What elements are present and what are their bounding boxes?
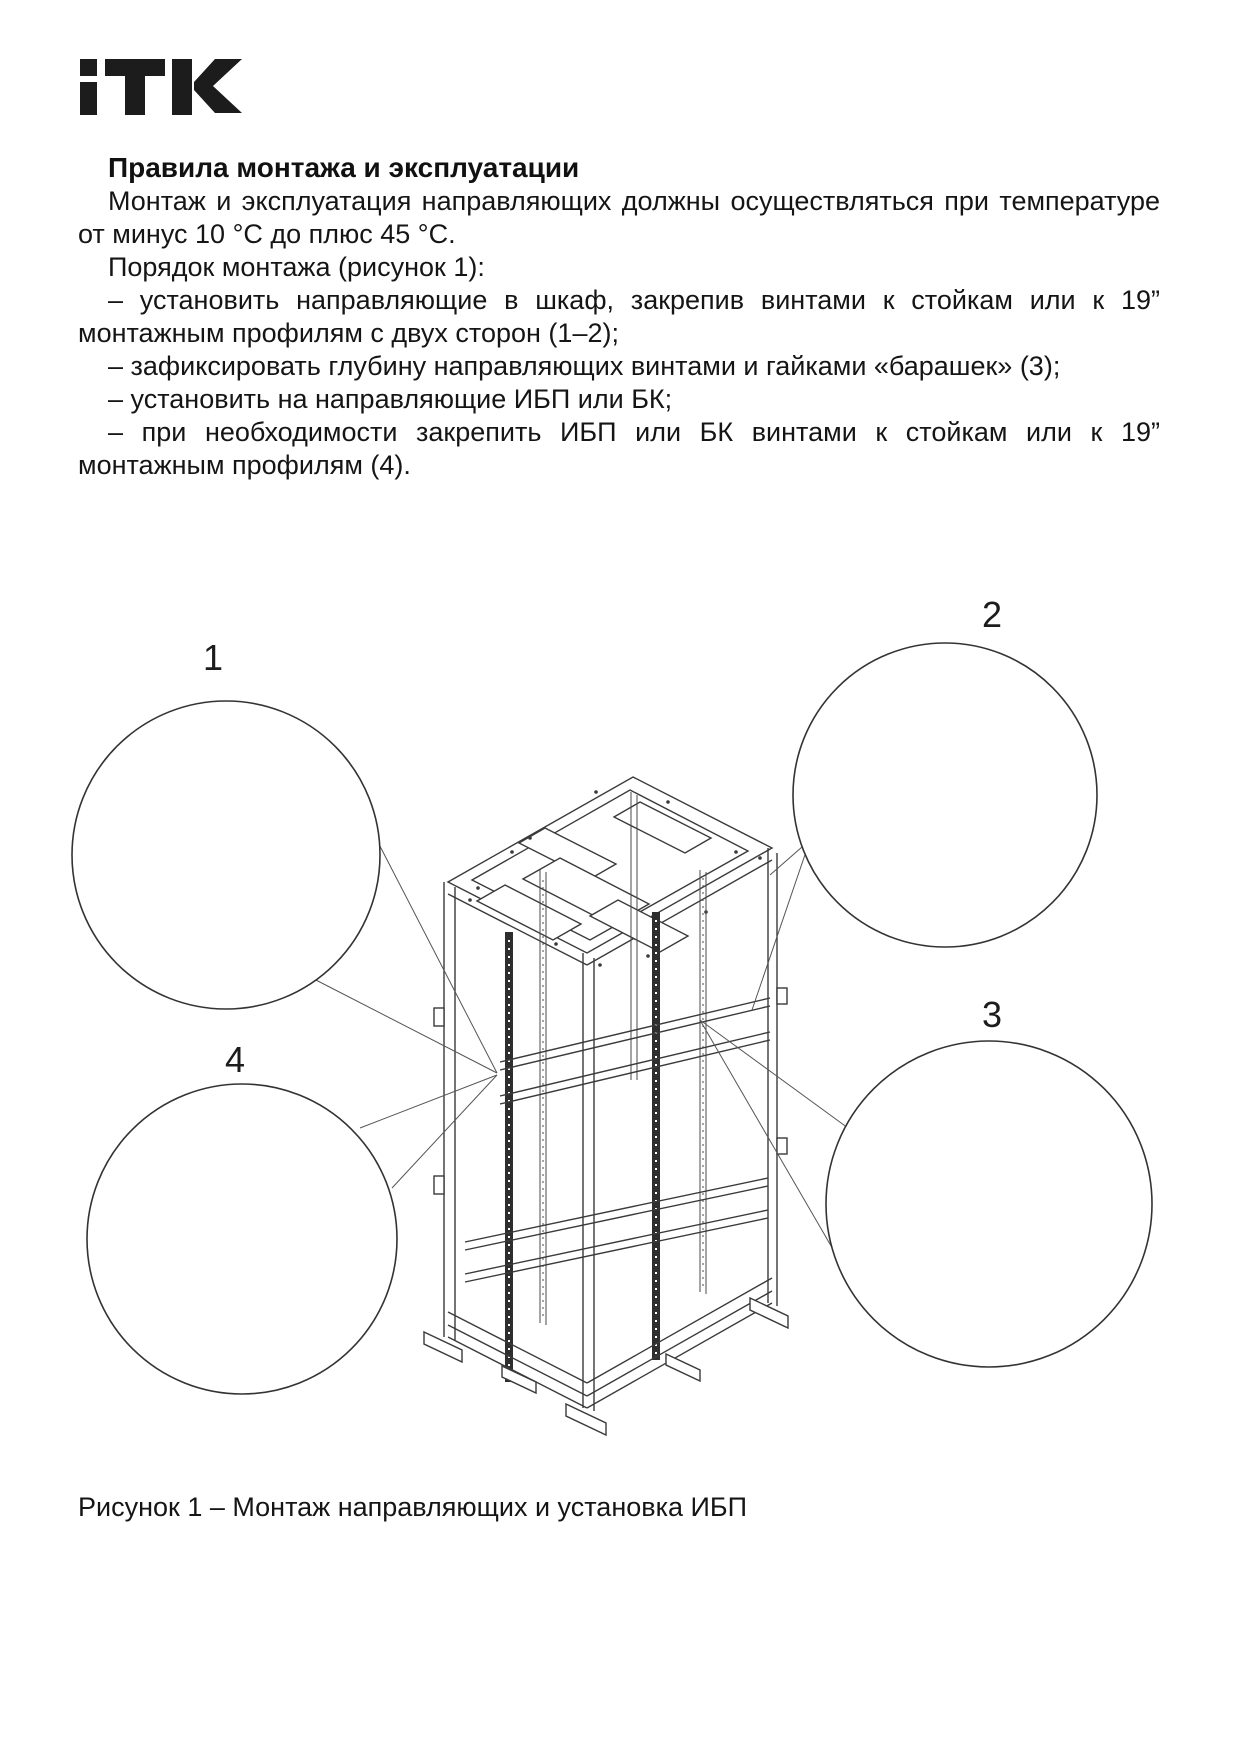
paragraph-step-2: – зафиксировать глубину направляющих винтами и гайками «барашек» (3); [108,351,1061,381]
paragraph-intro: Монтаж и эксплуатация направляющих должны осуществляться при температуре от минус 10 °С до плюс 45 °С. [78,186,1160,249]
itk-logo [79,57,245,117]
bolt-icon [766,1258,814,1279]
callout-label-1: 1 [202,637,224,678]
paragraph-step-1: – установить направляющие в шкаф, закрепив винтами к стойкам или к 19” монтажным профилям с двух сторон (1–2); [78,285,1160,348]
callout-label-2: 2 [981,594,1003,635]
callout-label-3: 3 [981,994,1003,1035]
figure-caption: Рисунок 1 – Монтаж направляющих и установка ИБП [78,1492,748,1522]
paragraph-step-4: – при необходимости закрепить ИБП или БК винтами к стойкам или к 19” монтажным профилям (4). [78,417,1160,480]
rack-cabinet [424,777,788,1435]
figure-drawing [0,540,1236,1460]
itk-logo-letters [80,59,242,115]
paragraph-step-3: – установить на направляющие ИБП или БК; [108,384,673,414]
paragraph-order: Порядок монтажа (рисунок 1): [108,252,485,282]
detail-circle-2 [788,632,1097,950]
detail-circle-3 [764,1038,1182,1367]
callout-label-4: 4 [224,1039,246,1080]
detail-circle-4 [87,1084,397,1397]
detail-circle-1 [72,680,383,1010]
body-text [78,151,1160,482]
section-heading: Правила монтажа и эксплуатации [108,152,580,183]
